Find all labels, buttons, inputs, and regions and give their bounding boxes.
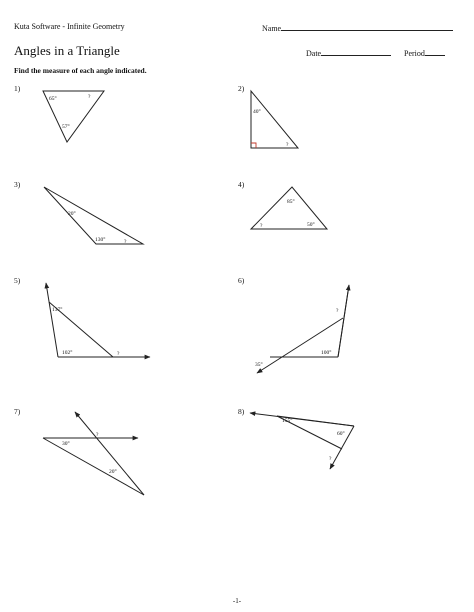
triangle-3 (44, 187, 143, 244)
date-label: Date (306, 49, 322, 58)
problem-3-number: 3) (14, 180, 21, 189)
angle-label: ? (329, 456, 332, 462)
angle-label: ? (96, 432, 99, 438)
angle-label: 137° (52, 307, 63, 313)
angle-label: 20° (68, 211, 76, 217)
extended-transversal (257, 318, 343, 373)
problem-5-number: 5) (14, 276, 21, 285)
extended-transversal (75, 412, 144, 495)
extended-side (46, 283, 58, 357)
angle-label: 130° (95, 237, 106, 243)
angle-label: 40° (253, 109, 261, 115)
angle-label: 30° (62, 441, 70, 447)
problem-2-number: 2) (238, 84, 245, 93)
instructions: Find the measure of each angle indicated. (14, 66, 147, 75)
angle-label: ? (260, 223, 263, 229)
angle-label: 155° (282, 418, 293, 424)
triangle-2 (251, 91, 298, 148)
problem-6-number: 6) (238, 276, 245, 285)
angle-label: 60° (337, 431, 345, 437)
worksheet-title: Angles in a Triangle (14, 43, 120, 58)
angle-label: 35° (255, 362, 263, 368)
period-label: Period (404, 49, 425, 58)
angle-label: ? (124, 239, 127, 245)
angle-label: 102° (62, 350, 73, 356)
angle-label: 50° (307, 222, 315, 228)
name-label: Name (262, 24, 282, 33)
problem-4-number: 4) (238, 180, 245, 189)
angle-label: ? (286, 142, 289, 148)
problem-7-number: 7) (14, 407, 21, 416)
angle-label: 20° (109, 469, 117, 475)
angle-label: ? (88, 94, 91, 100)
angle-label: 65° (49, 96, 57, 102)
extended-side (338, 285, 349, 357)
angle-label: 57° (62, 124, 70, 130)
page-number: -1- (232, 597, 242, 605)
problem-1-number: 1) (14, 84, 21, 93)
angle-label: 85° (287, 199, 295, 205)
angle-label: ? (336, 308, 339, 314)
header-software: Kuta Software - Infinite Geometry (14, 22, 125, 31)
angle-label: 100° (321, 350, 332, 356)
triangle-side (43, 438, 144, 495)
problem-8-number: 8) (238, 407, 245, 416)
right-angle-marker (251, 143, 256, 148)
angle-label: ? (117, 351, 120, 357)
